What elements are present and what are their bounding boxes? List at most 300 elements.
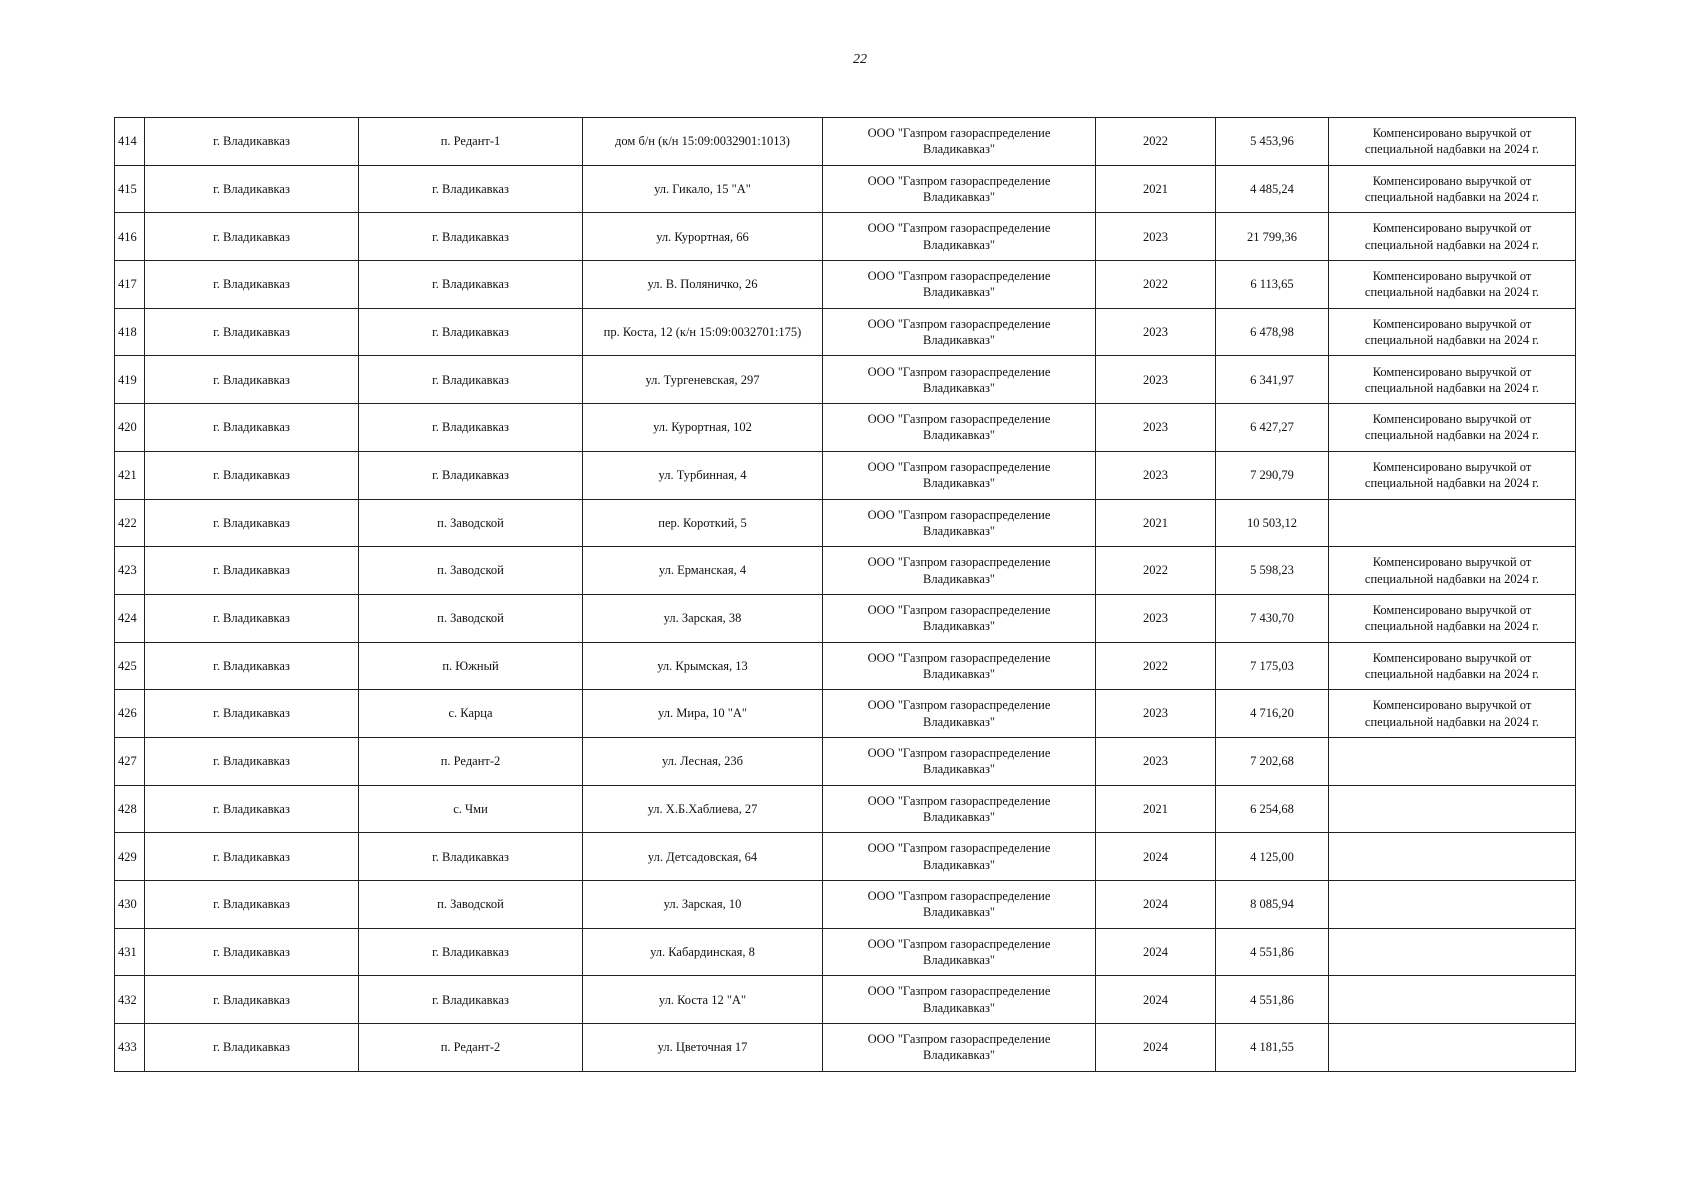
city-cell <box>145 404 359 452</box>
year-cell-text: 2024 <box>1143 849 1168 864</box>
organization-cell-line-1: ООО "Газпром газораспределение <box>867 936 1051 951</box>
year-cell-text: 2023 <box>1143 754 1168 769</box>
note-cell-line-2: специальной надбавки на 2024 г. <box>1364 190 1540 205</box>
locality-cell-text: г. Владикавказ <box>432 277 509 292</box>
row-number-cell <box>115 356 145 404</box>
organization-cell-line-2: Владикавказ" <box>923 428 995 443</box>
city-cell-text: г. Владикавказ <box>213 897 290 912</box>
amount-cell <box>1216 594 1329 642</box>
year-cell-text: 2023 <box>1143 372 1168 387</box>
year-cell <box>1096 547 1216 595</box>
organization-cell-line-2: Владикавказ" <box>923 714 995 729</box>
address-cell <box>583 785 823 833</box>
city-cell <box>145 642 359 690</box>
locality-cell <box>359 1024 583 1072</box>
note-cell <box>1329 690 1576 738</box>
year-cell <box>1096 594 1216 642</box>
locality-cell <box>359 165 583 213</box>
amount-cell <box>1216 404 1329 452</box>
row-number-cell <box>115 690 145 738</box>
organization-cell-line-1: ООО "Газпром газораспределение <box>867 221 1051 236</box>
table-row <box>115 976 1576 1024</box>
year-cell-text: 2023 <box>1143 468 1168 483</box>
city-cell-text: г. Владикавказ <box>213 515 290 530</box>
row-number-cell-text: 428 <box>118 801 137 816</box>
table-row <box>115 261 1576 309</box>
row-number-cell <box>115 404 145 452</box>
city-cell <box>145 499 359 547</box>
amount-cell-text: 5 453,96 <box>1250 134 1294 149</box>
note-cell-line-2: специальной надбавки на 2024 г. <box>1364 619 1540 634</box>
row-number-cell <box>115 976 145 1024</box>
table-row <box>115 118 1576 166</box>
year-cell-text: 2024 <box>1143 992 1168 1007</box>
city-cell-text: г. Владикавказ <box>213 944 290 959</box>
locality-cell <box>359 261 583 309</box>
city-cell-text: г. Владикавказ <box>213 372 290 387</box>
note-cell-line-1: Компенсировано выручкой от <box>1372 459 1532 474</box>
row-number-cell-text: 414 <box>118 134 137 149</box>
locality-cell <box>359 308 583 356</box>
year-cell-text: 2023 <box>1143 706 1168 721</box>
row-number-cell-text: 422 <box>118 515 137 530</box>
amount-cell-text: 10 503,12 <box>1247 515 1297 530</box>
organization-cell-line-1: ООО "Газпром газораспределение <box>867 1032 1051 1047</box>
address-cell <box>583 976 823 1024</box>
organization-cell-line-2: Владикавказ" <box>923 619 995 634</box>
row-number-cell-text: 425 <box>118 658 137 673</box>
city-cell <box>145 881 359 929</box>
year-cell-text: 2022 <box>1143 277 1168 292</box>
address-cell <box>583 499 823 547</box>
amount-cell <box>1216 165 1329 213</box>
year-cell-text: 2022 <box>1143 563 1168 578</box>
table-row <box>115 833 1576 881</box>
organization-cell <box>823 928 1096 976</box>
year-cell <box>1096 404 1216 452</box>
address-cell <box>583 881 823 929</box>
city-cell <box>145 308 359 356</box>
city-cell-text: г. Владикавказ <box>213 992 290 1007</box>
locality-cell-text: г. Владикавказ <box>432 992 509 1007</box>
table-row <box>115 881 1576 929</box>
address-cell <box>583 737 823 785</box>
amount-cell-text: 7 175,03 <box>1250 658 1294 673</box>
organization-cell <box>823 690 1096 738</box>
address-cell <box>583 928 823 976</box>
locality-cell-text: г. Владикавказ <box>432 181 509 196</box>
table-row <box>115 785 1576 833</box>
note-cell <box>1329 356 1576 404</box>
row-number-cell <box>115 451 145 499</box>
table-row <box>115 690 1576 738</box>
address-cell <box>583 642 823 690</box>
row-number-cell-text: 417 <box>118 277 137 292</box>
year-cell-text: 2023 <box>1143 420 1168 435</box>
locality-cell-text: г. Владикавказ <box>432 229 509 244</box>
city-cell <box>145 594 359 642</box>
organization-cell <box>823 594 1096 642</box>
locality-cell-text: г. Владикавказ <box>432 849 509 864</box>
note-cell-line-1: Компенсировано выручкой от <box>1372 698 1532 713</box>
note-cell-line-1: Компенсировано выручкой от <box>1372 221 1532 236</box>
organization-cell <box>823 1024 1096 1072</box>
amount-cell <box>1216 547 1329 595</box>
amount-cell-text: 6 341,97 <box>1250 372 1294 387</box>
note-cell <box>1329 642 1576 690</box>
address-cell <box>583 261 823 309</box>
row-number-cell-text: 427 <box>118 754 137 769</box>
row-number-cell <box>115 261 145 309</box>
address-cell-text: ул. В. Поляничко, 26 <box>647 277 758 292</box>
city-cell-text: г. Владикавказ <box>213 277 290 292</box>
organization-cell-line-2: Владикавказ" <box>923 142 995 157</box>
locality-cell-text: п. Заводской <box>437 897 504 912</box>
year-cell <box>1096 213 1216 261</box>
year-cell-text: 2023 <box>1143 324 1168 339</box>
year-cell <box>1096 833 1216 881</box>
address-cell-text: ул. Лесная, 23б <box>661 754 744 769</box>
note-cell <box>1329 213 1576 261</box>
year-cell-text: 2024 <box>1143 944 1168 959</box>
city-cell-text: г. Владикавказ <box>213 134 290 149</box>
organization-cell <box>823 404 1096 452</box>
address-cell <box>583 690 823 738</box>
city-cell <box>145 118 359 166</box>
amount-cell <box>1216 451 1329 499</box>
amount-cell-text: 4 551,86 <box>1250 992 1294 1007</box>
amount-cell <box>1216 356 1329 404</box>
organization-cell <box>823 308 1096 356</box>
table-row <box>115 213 1576 261</box>
locality-cell-text: г. Владикавказ <box>432 468 509 483</box>
organization-cell-line-2: Владикавказ" <box>923 285 995 300</box>
organization-cell-line-1: ООО "Газпром газораспределение <box>867 746 1051 761</box>
year-cell-text: 2023 <box>1143 611 1168 626</box>
address-cell-text: ул. Тургеневская, 297 <box>645 372 760 387</box>
address-cell <box>583 1024 823 1072</box>
note-cell <box>1329 737 1576 785</box>
address-cell-text: ул. Х.Б.Хаблиева, 27 <box>647 801 758 816</box>
locality-cell <box>359 690 583 738</box>
amount-cell <box>1216 213 1329 261</box>
address-cell-text: ул. Гикало, 15 "А" <box>654 181 751 196</box>
note-cell <box>1329 881 1576 929</box>
note-cell-line-2: специальной надбавки на 2024 г. <box>1364 237 1540 252</box>
locality-cell <box>359 499 583 547</box>
note-cell-line-2: специальной надбавки на 2024 г. <box>1364 285 1540 300</box>
row-number-cell <box>115 642 145 690</box>
locality-cell <box>359 928 583 976</box>
row-number-cell <box>115 928 145 976</box>
locality-cell-text: г. Владикавказ <box>432 324 509 339</box>
row-number-cell-text: 432 <box>118 992 137 1007</box>
table-row <box>115 594 1576 642</box>
note-cell-line-2: специальной надбавки на 2024 г. <box>1364 142 1540 157</box>
table-row <box>115 1024 1576 1072</box>
locality-cell <box>359 594 583 642</box>
locality-cell <box>359 785 583 833</box>
year-cell <box>1096 261 1216 309</box>
address-cell-text: пр. Коста, 12 (к/н 15:09:0032701:175) <box>603 324 802 339</box>
organization-cell <box>823 642 1096 690</box>
row-number-cell <box>115 594 145 642</box>
note-cell-line-1: Компенсировано выручкой от <box>1372 269 1532 284</box>
city-cell <box>145 451 359 499</box>
address-cell-text: ул. Коста 12 "А" <box>658 992 747 1007</box>
amount-cell <box>1216 1024 1329 1072</box>
year-cell-text: 2021 <box>1143 801 1168 816</box>
gas-connections-table <box>114 117 1576 1072</box>
note-cell <box>1329 785 1576 833</box>
note-cell <box>1329 308 1576 356</box>
organization-cell-line-2: Владикавказ" <box>923 523 995 538</box>
amount-cell-text: 4 485,24 <box>1250 181 1294 196</box>
city-cell-text: г. Владикавказ <box>213 324 290 339</box>
amount-cell <box>1216 118 1329 166</box>
row-number-cell <box>115 1024 145 1072</box>
row-number-cell <box>115 308 145 356</box>
table-row <box>115 451 1576 499</box>
note-cell <box>1329 404 1576 452</box>
amount-cell-text: 6 254,68 <box>1250 801 1294 816</box>
note-cell-line-1: Компенсировано выручкой от <box>1372 412 1532 427</box>
year-cell <box>1096 356 1216 404</box>
organization-cell-line-1: ООО "Газпром газораспределение <box>867 364 1051 379</box>
note-cell-line-1: Компенсировано выручкой от <box>1372 316 1532 331</box>
organization-cell-line-1: ООО "Газпром газораспределение <box>867 698 1051 713</box>
amount-cell-text: 4 181,55 <box>1250 1040 1294 1055</box>
city-cell-text: г. Владикавказ <box>213 801 290 816</box>
address-cell-text: ул. Мира, 10 "А" <box>658 706 747 721</box>
organization-cell-line-2: Владикавказ" <box>923 857 995 872</box>
locality-cell-text: г. Владикавказ <box>432 372 509 387</box>
note-cell-line-1: Компенсировано выручкой от <box>1372 602 1532 617</box>
address-cell-text: ул. Детсадовская, 64 <box>647 849 758 864</box>
year-cell <box>1096 165 1216 213</box>
row-number-cell <box>115 118 145 166</box>
organization-cell <box>823 547 1096 595</box>
city-cell-text: г. Владикавказ <box>213 563 290 578</box>
city-cell-text: г. Владикавказ <box>213 658 290 673</box>
amount-cell-text: 6 113,65 <box>1250 277 1294 292</box>
table-row <box>115 356 1576 404</box>
note-cell <box>1329 547 1576 595</box>
amount-cell <box>1216 928 1329 976</box>
note-cell-line-1: Компенсировано выручкой от <box>1372 126 1532 141</box>
amount-cell <box>1216 308 1329 356</box>
table-row <box>115 642 1576 690</box>
organization-cell <box>823 261 1096 309</box>
locality-cell-text: с. Карца <box>448 706 493 721</box>
organization-cell <box>823 118 1096 166</box>
row-number-cell-text: 420 <box>118 420 137 435</box>
organization-cell-line-2: Владикавказ" <box>923 905 995 920</box>
address-cell-text: ул. Курортная, 102 <box>653 420 752 435</box>
amount-cell-text: 7 202,68 <box>1250 754 1294 769</box>
amount-cell <box>1216 690 1329 738</box>
note-cell-line-2: специальной надбавки на 2024 г. <box>1364 571 1540 586</box>
amount-cell-text: 6 427,27 <box>1250 420 1294 435</box>
year-cell <box>1096 976 1216 1024</box>
amount-cell-text: 7 430,70 <box>1250 611 1294 626</box>
year-cell-text: 2021 <box>1143 515 1168 530</box>
address-cell <box>583 547 823 595</box>
organization-cell-line-2: Владикавказ" <box>923 333 995 348</box>
note-cell <box>1329 451 1576 499</box>
locality-cell-text: п. Заводской <box>437 563 504 578</box>
organization-cell-line-1: ООО "Газпром газораспределение <box>867 459 1051 474</box>
amount-cell-text: 8 085,94 <box>1250 897 1294 912</box>
address-cell-text: ул. Турбинная, 4 <box>658 468 747 483</box>
organization-cell <box>823 356 1096 404</box>
note-cell <box>1329 833 1576 881</box>
row-number-cell-text: 419 <box>118 372 137 387</box>
locality-cell-text: п. Редант-2 <box>440 754 501 769</box>
locality-cell <box>359 642 583 690</box>
year-cell <box>1096 928 1216 976</box>
year-cell <box>1096 642 1216 690</box>
amount-cell <box>1216 499 1329 547</box>
organization-cell-line-2: Владикавказ" <box>923 476 995 491</box>
city-cell <box>145 976 359 1024</box>
row-number-cell <box>115 213 145 261</box>
organization-cell <box>823 881 1096 929</box>
locality-cell <box>359 356 583 404</box>
year-cell <box>1096 308 1216 356</box>
address-cell <box>583 451 823 499</box>
row-number-cell <box>115 833 145 881</box>
organization-cell-line-2: Владикавказ" <box>923 762 995 777</box>
amount-cell-text: 4 551,86 <box>1250 944 1294 959</box>
address-cell <box>583 308 823 356</box>
city-cell <box>145 690 359 738</box>
address-cell-text: ул. Ерманская, 4 <box>658 563 747 578</box>
city-cell-text: г. Владикавказ <box>213 420 290 435</box>
organization-cell-line-2: Владикавказ" <box>923 666 995 681</box>
amount-cell <box>1216 833 1329 881</box>
row-number-cell-text: 423 <box>118 563 137 578</box>
organization-cell <box>823 165 1096 213</box>
amount-cell <box>1216 976 1329 1024</box>
note-cell <box>1329 499 1576 547</box>
organization-cell-line-1: ООО "Газпром газораспределение <box>867 841 1051 856</box>
city-cell-text: г. Владикавказ <box>213 611 290 626</box>
row-number-cell-text: 431 <box>118 944 137 959</box>
city-cell <box>145 737 359 785</box>
note-cell-line-2: специальной надбавки на 2024 г. <box>1364 428 1540 443</box>
amount-cell-text: 4 716,20 <box>1250 706 1294 721</box>
note-cell-line-2: специальной надбавки на 2024 г. <box>1364 666 1540 681</box>
locality-cell-text: п. Южный <box>442 658 499 673</box>
locality-cell <box>359 833 583 881</box>
year-cell-text: 2021 <box>1143 181 1168 196</box>
amount-cell-text: 6 478,98 <box>1250 324 1294 339</box>
amount-cell <box>1216 642 1329 690</box>
table-row <box>115 404 1576 452</box>
table-body <box>115 118 1576 1072</box>
note-cell <box>1329 261 1576 309</box>
city-cell <box>145 785 359 833</box>
address-cell <box>583 833 823 881</box>
organization-cell <box>823 451 1096 499</box>
city-cell <box>145 356 359 404</box>
city-cell <box>145 928 359 976</box>
address-cell-text: пер. Короткий, 5 <box>658 515 747 530</box>
organization-cell <box>823 737 1096 785</box>
organization-cell-line-1: ООО "Газпром газораспределение <box>867 602 1051 617</box>
organization-cell-line-2: Владикавказ" <box>923 953 995 968</box>
year-cell <box>1096 1024 1216 1072</box>
row-number-cell-text: 424 <box>118 611 137 626</box>
year-cell-text: 2022 <box>1143 134 1168 149</box>
city-cell-text: г. Владикавказ <box>213 849 290 864</box>
city-cell-text: г. Владикавказ <box>213 706 290 721</box>
row-number-cell <box>115 165 145 213</box>
organization-cell-line-1: ООО "Газпром газораспределение <box>867 793 1051 808</box>
organization-cell-line-1: ООО "Газпром газораспределение <box>867 173 1051 188</box>
row-number-cell-text: 416 <box>118 229 137 244</box>
note-cell-line-2: специальной надбавки на 2024 г. <box>1364 714 1540 729</box>
address-cell <box>583 118 823 166</box>
organization-cell-line-1: ООО "Газпром газораспределение <box>867 269 1051 284</box>
row-number-cell <box>115 547 145 595</box>
locality-cell-text: г. Владикавказ <box>432 420 509 435</box>
year-cell-text: 2024 <box>1143 897 1168 912</box>
row-number-cell <box>115 785 145 833</box>
address-cell <box>583 594 823 642</box>
locality-cell <box>359 213 583 261</box>
note-cell-line-1: Компенсировано выручкой от <box>1372 555 1532 570</box>
row-number-cell <box>115 499 145 547</box>
city-cell <box>145 1024 359 1072</box>
city-cell-text: г. Владикавказ <box>213 181 290 196</box>
organization-cell-line-1: ООО "Газпром газораспределение <box>867 507 1051 522</box>
address-cell-text: ул. Зарская, 10 <box>663 897 742 912</box>
year-cell-text: 2023 <box>1143 229 1168 244</box>
locality-cell <box>359 976 583 1024</box>
table-row <box>115 308 1576 356</box>
amount-cell-text: 7 290,79 <box>1250 468 1294 483</box>
note-cell-line-1: Компенсировано выручкой от <box>1372 650 1532 665</box>
row-number-cell <box>115 737 145 785</box>
locality-cell <box>359 404 583 452</box>
note-cell <box>1329 1024 1576 1072</box>
year-cell <box>1096 499 1216 547</box>
note-cell <box>1329 928 1576 976</box>
organization-cell-line-1: ООО "Газпром газораспределение <box>867 555 1051 570</box>
amount-cell-text: 5 598,23 <box>1250 563 1294 578</box>
year-cell <box>1096 690 1216 738</box>
city-cell <box>145 547 359 595</box>
locality-cell <box>359 881 583 929</box>
organization-cell-line-2: Владикавказ" <box>923 571 995 586</box>
table-row <box>115 928 1576 976</box>
note-cell <box>1329 594 1576 642</box>
note-cell-line-1: Компенсировано выручкой от <box>1372 173 1532 188</box>
page-number: 22 <box>853 52 867 67</box>
address-cell <box>583 213 823 261</box>
amount-cell <box>1216 881 1329 929</box>
year-cell <box>1096 118 1216 166</box>
organization-cell <box>823 976 1096 1024</box>
table-row <box>115 547 1576 595</box>
locality-cell-text: п. Редант-2 <box>440 1040 501 1055</box>
row-number-cell-text: 415 <box>118 181 137 196</box>
row-number-cell-text: 429 <box>118 849 137 864</box>
amount-cell <box>1216 737 1329 785</box>
row-number-cell-text: 430 <box>118 897 137 912</box>
